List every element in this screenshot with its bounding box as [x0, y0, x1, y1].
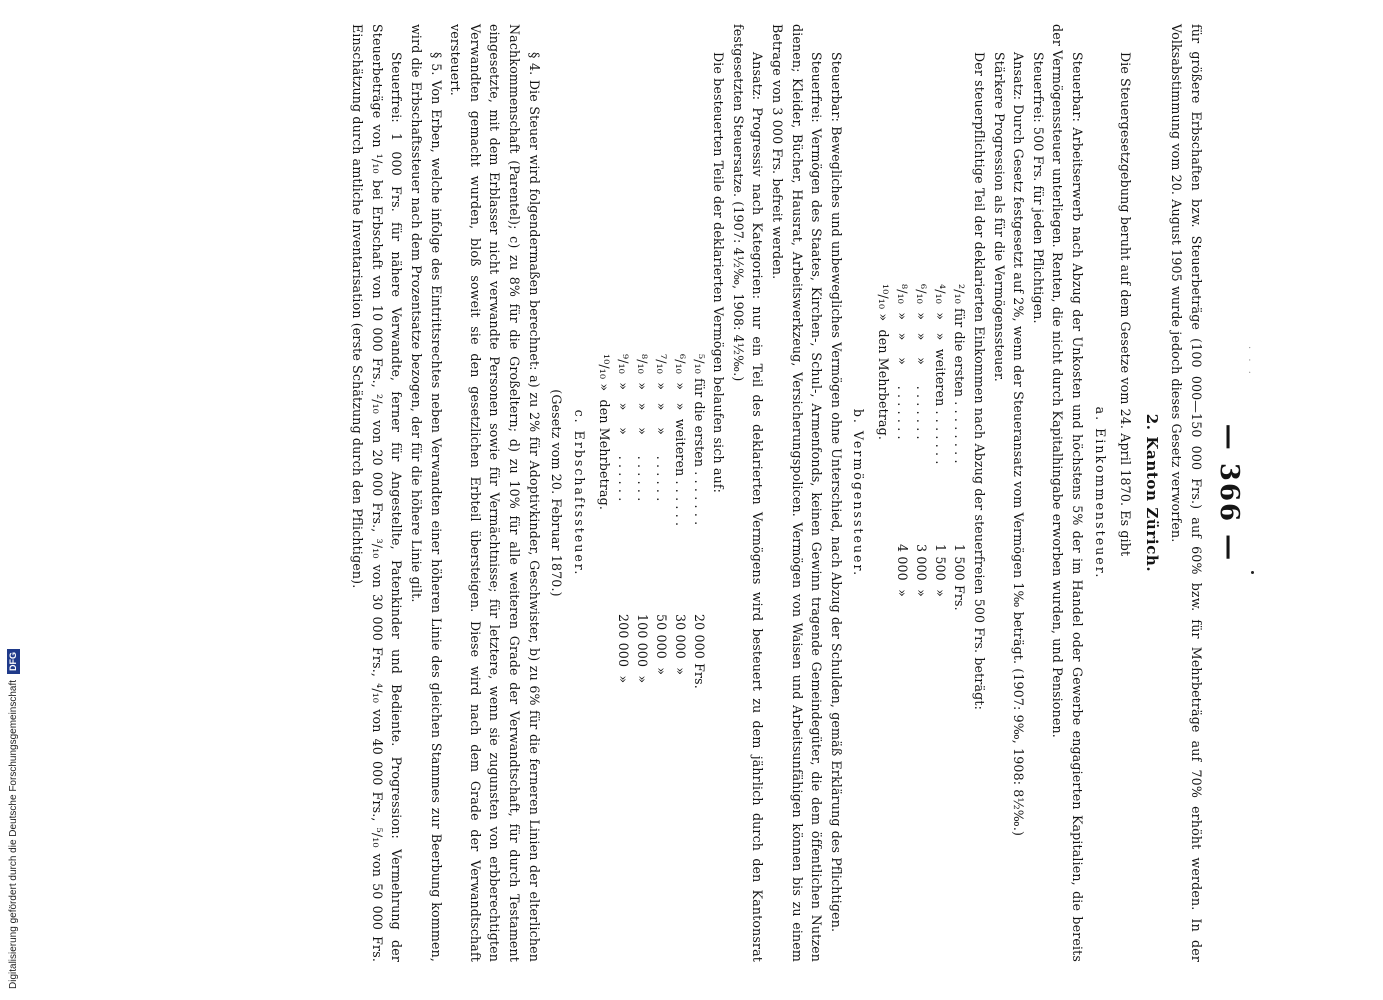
section-b-exempt: Steuerfrei: Vermögen des Staates, Kirchen-, Schul-, Armenfonds, keinen Gewinn tragende Gemeindegüter, die dem öffentlichen Nutzen dienen; Kleider, Bücher, Hausrat, Arbeitswerkzeug, Versicherungspolicen. Vermögen von Waisen und Arbeitsunfähigen können bis zu einem Betrage von 3 000 Frs. befreit werden.	[770, 24, 825, 962]
chapter-title: 2. Kanton Zürich.	[1142, 413, 1161, 573]
scale-key: ⁵/₁₀ für die ersten . . . . . . .	[691, 354, 707, 526]
digitization-footer	[2, 0, 24, 995]
scale-key: ⁸/₁₀ » » » . . . . . . .	[895, 284, 911, 440]
scale-value: 50 000 »	[653, 614, 669, 676]
section-a-exempt: Steuerfrei: 500 Frs. für jeden Pflichtigen.	[1030, 52, 1046, 324]
section-a-rate: Ansatz: Durch Gesetz festgesetzt auf 2%, wenn der Steueransatz vom Vermögen 1‰ beträgt. (1907: 9‰, 1908: 8½‰.)	[1011, 52, 1027, 837]
intro-paragraph: für größere Erbschaften bzw. Steuerbeträge (100 000—150 000 Frs.) auf 60% bzw. für Mehrbeträge auf 70% erhöht werden. In der Volksabstimmung vom 20. August 1905 wurde jedoch dieses Gesetz verworfen.	[1169, 24, 1204, 962]
scale-value: 200 000 »	[615, 614, 631, 684]
scale-key: ⁸/₁₀ » » » . . . . . .	[634, 354, 650, 502]
scale-key: ⁶/₁₀ » » » . . . . . . .	[914, 284, 930, 440]
section-b-rate: Ansatz: Progressiv nach Kategorien: nur ein Teil des deklarierten Vermögens wird besteuert zu dem jährlich durch den Kantonsrat festgesetzten Steuersatze. (1907: 4½‰, 1908: 4½‰.)	[730, 24, 766, 962]
page-number: — 366 —	[1214, 423, 1244, 563]
section-b-title: b. Vermögenssteuer.	[851, 408, 867, 578]
scale-key: ¹⁰/₁₀ » den Mehrbetrag.	[876, 284, 892, 441]
table-row	[874, 284, 893, 654]
wealth-scale-table	[595, 354, 709, 724]
income-scale-table	[874, 284, 969, 654]
section-b-scale-intro: Die besteuerten Teile der deklarierten Vermögen belaufen sich auf:	[711, 52, 727, 494]
section-a-taxable: Steuerbar: Arbeitserwerb nach Abzug der Unkosten und höchstens 5% der im Handel oder Gewerbe engagierten Kapitalien, die bereits der Vermögenssteuer unterliegen. Renten, die nicht durch Kapitalhingabe erworben wurden, und Pensionen.	[1050, 24, 1086, 962]
scale-key: ¹⁰/₁₀ » den Mehrbetrag.	[596, 354, 612, 511]
chapter-intro: Die Steuergesetzgebung beruht auf dem Gesetze vom 24. April 1870. Es gibt	[1118, 52, 1134, 557]
table-row	[633, 354, 652, 724]
scale-value: 1 500 »	[933, 544, 949, 597]
scale-value: 4 000 »	[895, 544, 911, 597]
table-row	[652, 354, 671, 724]
section-c-title: c. Erbschaftssteuer.	[571, 409, 587, 577]
table-row	[595, 354, 614, 724]
scale-key: ⁴/₁₀ » » weiteren . . . . . . .	[933, 284, 949, 465]
rotated-book-page	[142, 6, 1262, 996]
table-row	[912, 284, 931, 654]
dfg-logo: DFG	[7, 649, 20, 674]
digitization-credit: Digitalisierung gefördert durch die Deutsche Forschungsgemeinschaft	[7, 679, 19, 989]
section-a-progression: Stärkere Progression als für die Vermögenssteuer.	[991, 52, 1007, 382]
scale-key: ²/₁₀ für die ersten . . . . . . . .	[952, 284, 968, 464]
scale-value: 30 000 »	[672, 614, 688, 676]
table-row	[671, 354, 690, 724]
section-b-taxable: Steuerbar: Bewegliches und unbewegliches Vermögen ohne Unterschied, nach Abzug der Schulden, gemäß Erklärung des Pflichtigen.	[828, 52, 844, 933]
scale-value: 20 000 Frs.	[691, 614, 707, 689]
section-a-title: a. Einkommensteuer.	[1092, 406, 1108, 580]
scale-value: 100 000 »	[634, 614, 650, 684]
scale-key: ⁷/₁₀ » » » . . . . . .	[653, 354, 669, 502]
section-a-scale-intro: Der steuerpflichtige Teil der deklarierten Einkommen nach Abzug der steuerfreien 500 Frs. beträgt:	[972, 52, 988, 711]
scale-value: 3 000 »	[914, 544, 930, 597]
table-row	[931, 284, 950, 654]
scale-key: ⁹/₁₀ » » » . . . . . .	[615, 354, 631, 502]
table-row	[950, 284, 969, 654]
scale-value	[595, 614, 614, 724]
section-c-paragraph-5: § 5. Von Erben, welche infolge des Eintrittsrechtes neben Verwandten einer höheren Linie des gleichen Stammes zur Beerbung kommen, wird die Erbschaftssteuer nach dem Prozentsatze bezogen, der für die höhere Linie gilt.	[408, 24, 444, 962]
header-marks: · · ·	[1243, 346, 1254, 377]
scale-value: 1 500 Frs.	[952, 544, 968, 611]
scale-value	[874, 544, 893, 654]
section-c-subtitle: (Gesetz vom 20. Februar 1870.)	[549, 389, 565, 597]
ink-dot	[1251, 571, 1254, 574]
table-row	[893, 284, 912, 654]
table-row	[690, 354, 709, 724]
scale-key: ⁶/₁₀ » » weiteren . . . . . .	[672, 354, 688, 527]
section-c-paragraph-4: § 4. Die Steuer wird folgendermaßen berechnet: a) zu 2% für Adoptivkinder, Geschwister, b) zu 6% für die ferneren Linien der elterlichen Nachkommenschaft (Parentel); c) zu 8% für die Großeltern; d) zu 10% für alle weiteren Grade der Verwandtschaft, für durch Testament eingesetzte, mit dem Erblasser nicht verwandte Personen sowie für Vermächtnisse; für letztere, wenn sie zugunsten von erbberechtigten Verwandten gemacht wurden, bloß soweit sie den gesetzlichen Erbteil übersteigen. Diese wird nach dem Grade der Verwandtschaft versteuert.	[448, 24, 542, 962]
section-c-exempt-progression: Steuerfrei: 1 000 Frs. für nähere Verwandte, ferner für Angestellte, Patenkinder und Bediente. Progression: Vermehrung der Steuerbeträge von ¹/₁₀ bei Erbschaft von 10 000 Frs., ²/₁₀ von 20 000 Frs., ³/₁₀ von 30 000 Frs., ⁴/₁₀ von 40 000 Frs., ⁵/₁₀ von 50 000 Frs. Einschätzung durch amtliche Inventarisation (erste Schätzung durch den Pflichtigen).	[350, 24, 405, 962]
table-row	[614, 354, 633, 724]
